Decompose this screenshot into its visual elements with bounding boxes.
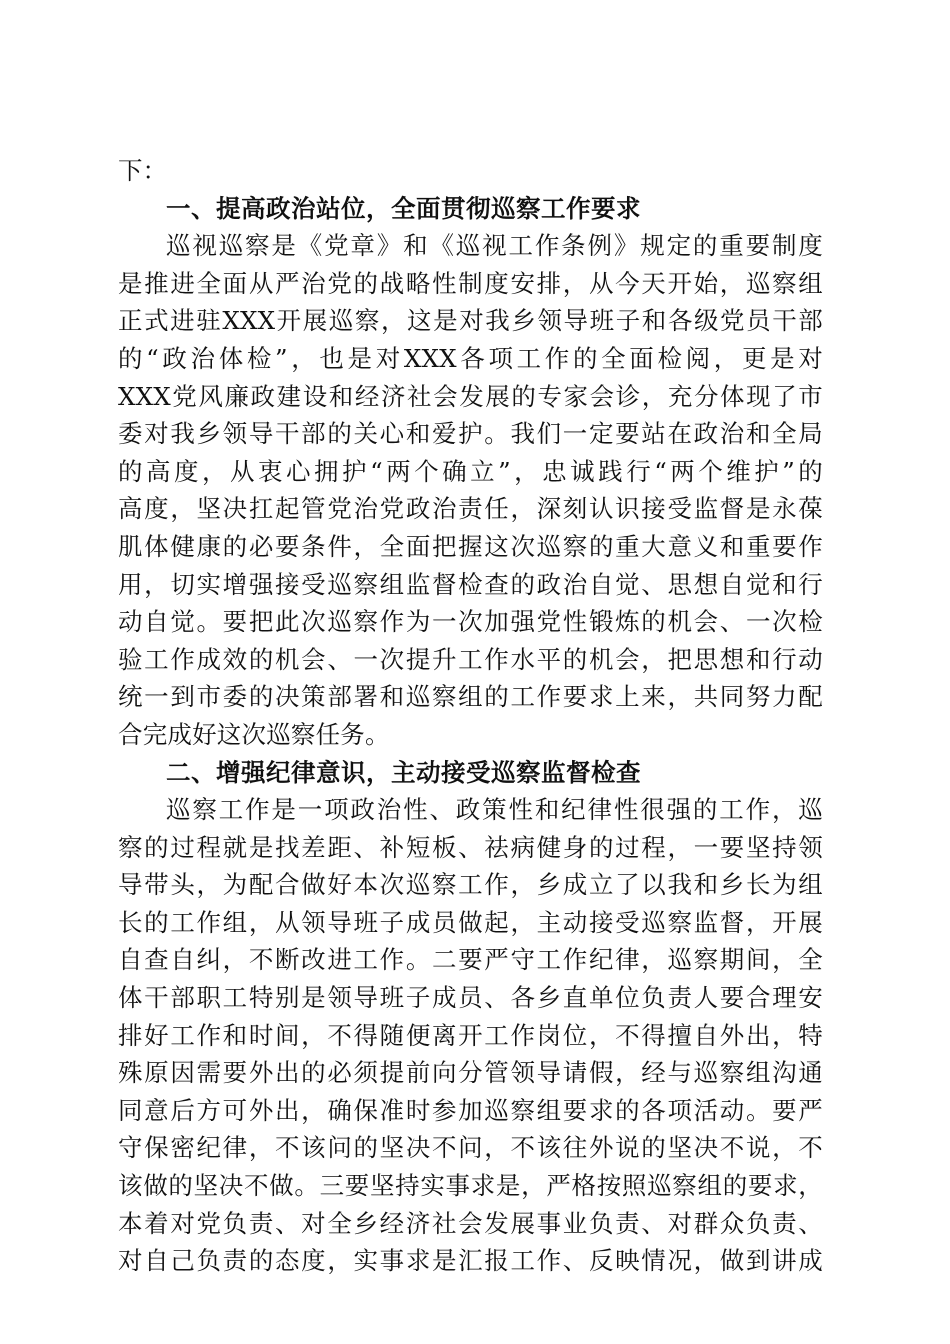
paragraph-line: 长的工作组，从领导班子成员做起，主动接受巡察监督，开展 <box>118 907 823 937</box>
paragraph-line: 正式进驻XXX开展巡察，这是对我乡领导班子和各级党员干部 <box>118 306 823 336</box>
lead-line: 下： <box>118 156 167 185</box>
paragraph-line: XXX党风廉政建设和经济社会发展的专家会诊，充分体现了市 <box>118 381 823 411</box>
paragraph-line: 导带头，为配合做好本次巡察工作，乡成立了以我和乡长为组 <box>118 870 823 900</box>
paragraph-line: 守保密纪律，不该问的坚决不问，不该往外说的坚决不说，不 <box>118 1133 823 1163</box>
paragraph-line: 该做的坚决不做。三要坚持实事求是，严格按照巡察组的要求， <box>118 1171 823 1201</box>
paragraph-line: 是推进全面从严治党的战略性制度安排，从今天开始，巡察组 <box>118 268 823 298</box>
paragraph-line: 用，切实增强接受巡察组监督检查的政治自觉、思想自觉和行 <box>118 569 823 599</box>
document-body <box>118 152 823 1280</box>
paragraph-line: 肌体健康的必要条件，全面把握这次巡察的重大意义和重要作 <box>118 531 823 561</box>
paragraph-line: 委对我乡领导干部的关心和爱护。我们一定要站在政治和全局 <box>118 419 823 449</box>
paragraph-line: 巡察工作是一项政治性、政策性和纪律性很强的工作，巡 <box>166 795 823 825</box>
paragraph-line: 自查自纠，不断改进工作。二要严守工作纪律，巡察期间，全 <box>118 945 823 975</box>
paragraph-line: 本着对党负责、对全乡经济社会发展事业负责、对群众负责、 <box>118 1208 823 1238</box>
paragraph-line: 对自己负责的态度，实事求是汇报工作、反映情况，做到讲成 <box>118 1246 823 1276</box>
paragraph-line: 的“政治体检”，也是对XXX各项工作的全面检阅，更是对 <box>118 343 823 373</box>
paragraph-line: 巡视巡察是《党章》和《巡视工作条例》规定的重要制度 <box>166 231 823 261</box>
section-paragraph-2 <box>118 791 823 1280</box>
section-paragraph-1 <box>118 227 823 753</box>
paragraph-line: 殊原因需要外出的必须提前向分管领导请假，经与巡察组沟通 <box>118 1058 823 1088</box>
paragraph-line: 高度，坚决扛起管党治党政治责任，深刻认识接受监督是永葆 <box>118 494 823 524</box>
paragraph-line: 验工作成效的机会、一次提升工作水平的机会，把思想和行动 <box>118 644 823 674</box>
section-heading-1: 一、提高政治站位，全面贯彻巡察工作要求 <box>166 193 641 223</box>
paragraph-line: 察的过程就是找差距、补短板、祛病健身的过程，一要坚持领 <box>118 832 823 862</box>
paragraph-line: 统一到市委的决策部署和巡察组的工作要求上来，共同努力配 <box>118 682 823 712</box>
paragraph-line: 合完成好这次巡察任务。 <box>118 719 390 749</box>
paragraph-line: 排好工作和时间，不得随便离开工作岗位，不得擅自外出，特 <box>118 1020 823 1050</box>
section-heading-2: 二、增强纪律意识，主动接受巡察监督检查 <box>166 757 641 787</box>
paragraph-line: 动自觉。要把此次巡察作为一次加强党性锻炼的机会、一次检 <box>118 607 823 637</box>
paragraph-line: 的高度，从衷心拥护“两个确立”，忠诚践行“两个维护”的 <box>118 456 823 486</box>
paragraph-line: 体干部职工特别是领导班子成员、各乡直单位负责人要合理安 <box>118 983 823 1013</box>
paragraph-line: 同意后方可外出，确保准时参加巡察组要求的各项活动。要严 <box>118 1095 823 1125</box>
